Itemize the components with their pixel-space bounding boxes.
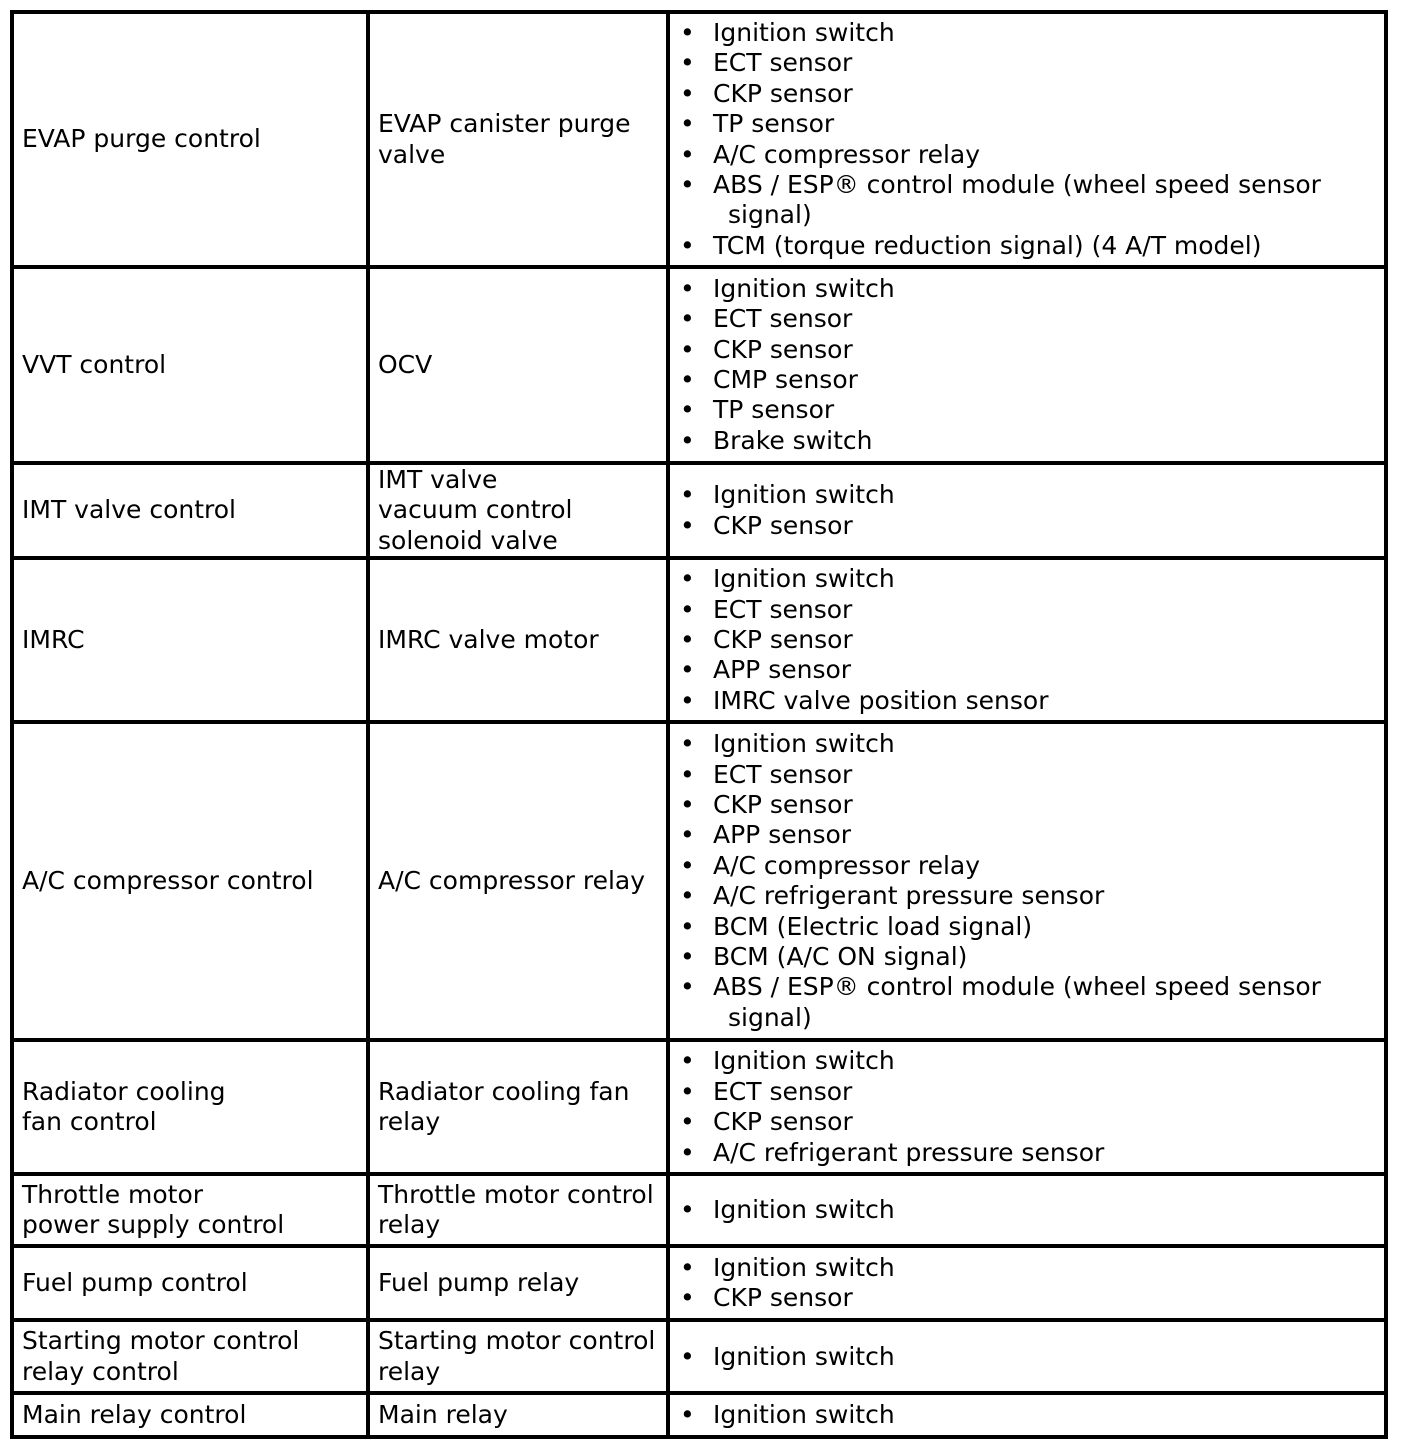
signal-item: • ECT sensor bbox=[678, 1077, 1376, 1107]
signal-item: • IMRC valve position sensor bbox=[678, 686, 1376, 716]
actuator-cell bbox=[368, 722, 668, 1040]
signal-item: • Ignition switch bbox=[678, 564, 1376, 594]
actuator-cell bbox=[368, 463, 668, 558]
control-item-text: EVAP purge control bbox=[22, 124, 261, 154]
input-signals-cell bbox=[668, 267, 1386, 463]
signal-item: • Ignition switch bbox=[678, 1400, 1376, 1430]
signal-list bbox=[678, 564, 1376, 716]
signal-item: • Ignition switch bbox=[678, 274, 1376, 304]
table-row bbox=[12, 12, 1386, 267]
actuator-cell bbox=[368, 1040, 668, 1174]
table-row bbox=[12, 267, 1386, 463]
control-item-cell bbox=[12, 1040, 368, 1174]
control-item-text: Throttle motor power supply control bbox=[22, 1179, 285, 1240]
control-item-text: IMRC bbox=[22, 625, 85, 655]
signal-list bbox=[678, 18, 1376, 261]
actuator-text: Fuel pump relay bbox=[378, 1268, 580, 1298]
table-row bbox=[12, 1320, 1386, 1393]
control-item-cell bbox=[12, 12, 368, 267]
control-item-text: Main relay control bbox=[22, 1400, 247, 1430]
signal-item: • CKP sensor bbox=[678, 335, 1376, 365]
signal-item: • CKP sensor bbox=[678, 511, 1376, 541]
control-item-cell bbox=[12, 1393, 368, 1437]
actuator-text: IMT valve vacuum control solenoid valve bbox=[378, 465, 573, 555]
signal-item: • CMP sensor bbox=[678, 365, 1376, 395]
signal-list bbox=[678, 1400, 1376, 1430]
control-item-text: A/C compressor control bbox=[22, 866, 314, 896]
input-signals-cell bbox=[668, 722, 1386, 1040]
signal-item: • Ignition switch bbox=[678, 1342, 1376, 1372]
signal-list bbox=[678, 274, 1376, 456]
signal-item: • Ignition switch bbox=[678, 18, 1376, 48]
signal-item: • Ignition switch bbox=[678, 1195, 1376, 1225]
table-row bbox=[12, 558, 1386, 722]
signal-list bbox=[678, 1253, 1376, 1314]
control-item-text: Fuel pump control bbox=[22, 1268, 248, 1298]
signal-item: • APP sensor bbox=[678, 655, 1376, 685]
signal-item: • ECT sensor bbox=[678, 48, 1376, 78]
signal-item: • BCM (A/C ON signal) bbox=[678, 942, 1376, 972]
control-signal-table bbox=[10, 10, 1388, 1439]
signal-item: • ABS / ESP® control module (wheel speed sensor signal) bbox=[678, 170, 1376, 231]
input-signals-cell bbox=[668, 1320, 1386, 1393]
control-item-cell bbox=[12, 1320, 368, 1393]
signal-list bbox=[678, 729, 1376, 1033]
input-signals-cell bbox=[668, 1040, 1386, 1174]
signal-item: • A/C compressor relay bbox=[678, 851, 1376, 881]
actuator-cell bbox=[368, 1393, 668, 1437]
actuator-text: OCV bbox=[378, 349, 433, 379]
signal-item: • TP sensor bbox=[678, 395, 1376, 425]
table-body bbox=[12, 12, 1386, 1437]
actuator-text: Starting motor control relay bbox=[378, 1326, 656, 1386]
signal-item: • ECT sensor bbox=[678, 304, 1376, 334]
control-item-cell bbox=[12, 558, 368, 722]
control-item-cell bbox=[12, 1174, 368, 1246]
control-item-cell bbox=[12, 722, 368, 1040]
signal-item: • ECT sensor bbox=[678, 595, 1376, 625]
signal-item: • APP sensor bbox=[678, 820, 1376, 850]
signal-list bbox=[678, 480, 1376, 541]
signal-item: • CKP sensor bbox=[678, 625, 1376, 655]
signal-item: • Ignition switch bbox=[678, 1046, 1376, 1076]
signal-item: • CKP sensor bbox=[678, 790, 1376, 820]
actuator-text: Throttle motor control relay bbox=[378, 1179, 654, 1240]
actuator-text: Main relay bbox=[378, 1400, 508, 1430]
control-item-text: Radiator cooling fan control bbox=[22, 1076, 226, 1137]
signal-item: • CKP sensor bbox=[678, 1283, 1376, 1313]
actuator-text: A/C compressor relay bbox=[378, 866, 646, 896]
input-signals-cell bbox=[668, 12, 1386, 267]
actuator-text: IMRC valve motor bbox=[378, 625, 599, 655]
signal-list bbox=[678, 1046, 1376, 1168]
control-item-text: Starting motor control relay control bbox=[22, 1326, 300, 1386]
input-signals-cell bbox=[668, 1393, 1386, 1437]
control-item-cell bbox=[12, 1246, 368, 1320]
actuator-cell bbox=[368, 12, 668, 267]
table-row bbox=[12, 1246, 1386, 1320]
actuator-text: Radiator cooling fan relay bbox=[378, 1076, 630, 1137]
signal-item: • Ignition switch bbox=[678, 729, 1376, 759]
table-row bbox=[12, 463, 1386, 558]
signal-list bbox=[678, 1342, 1376, 1372]
signal-list bbox=[678, 1195, 1376, 1225]
actuator-cell bbox=[368, 1246, 668, 1320]
actuator-text: EVAP canister purge valve bbox=[378, 109, 631, 169]
signal-item: • BCM (Electric load signal) bbox=[678, 912, 1376, 942]
signal-item: • TP sensor bbox=[678, 109, 1376, 139]
table-row bbox=[12, 1393, 1386, 1437]
actuator-cell bbox=[368, 1174, 668, 1246]
input-signals-cell bbox=[668, 463, 1386, 558]
table-row bbox=[12, 1174, 1386, 1246]
signal-item: • A/C refrigerant pressure sensor bbox=[678, 881, 1376, 911]
signal-item: • CKP sensor bbox=[678, 1107, 1376, 1137]
signal-item: • Brake switch bbox=[678, 426, 1376, 456]
actuator-cell bbox=[368, 1320, 668, 1393]
table-row bbox=[12, 1040, 1386, 1174]
control-item-text: IMT valve control bbox=[22, 495, 237, 525]
signal-item: • Ignition switch bbox=[678, 480, 1376, 510]
actuator-cell bbox=[368, 267, 668, 463]
control-item-cell bbox=[12, 463, 368, 558]
table-row bbox=[12, 722, 1386, 1040]
control-item-cell bbox=[12, 267, 368, 463]
signal-item: • A/C refrigerant pressure sensor bbox=[678, 1138, 1376, 1168]
signal-item: • Ignition switch bbox=[678, 1253, 1376, 1283]
actuator-cell bbox=[368, 558, 668, 722]
input-signals-cell bbox=[668, 1246, 1386, 1320]
signal-item: • ECT sensor bbox=[678, 760, 1376, 790]
control-item-text: VVT control bbox=[22, 349, 167, 379]
signal-item: • TCM (torque reduction signal) (4 A/T model) bbox=[678, 231, 1376, 261]
signal-item: • CKP sensor bbox=[678, 79, 1376, 109]
input-signals-cell bbox=[668, 1174, 1386, 1246]
signal-item: • A/C compressor relay bbox=[678, 140, 1376, 170]
signal-item: • ABS / ESP® control module (wheel speed sensor signal) bbox=[678, 972, 1376, 1033]
input-signals-cell bbox=[668, 558, 1386, 722]
